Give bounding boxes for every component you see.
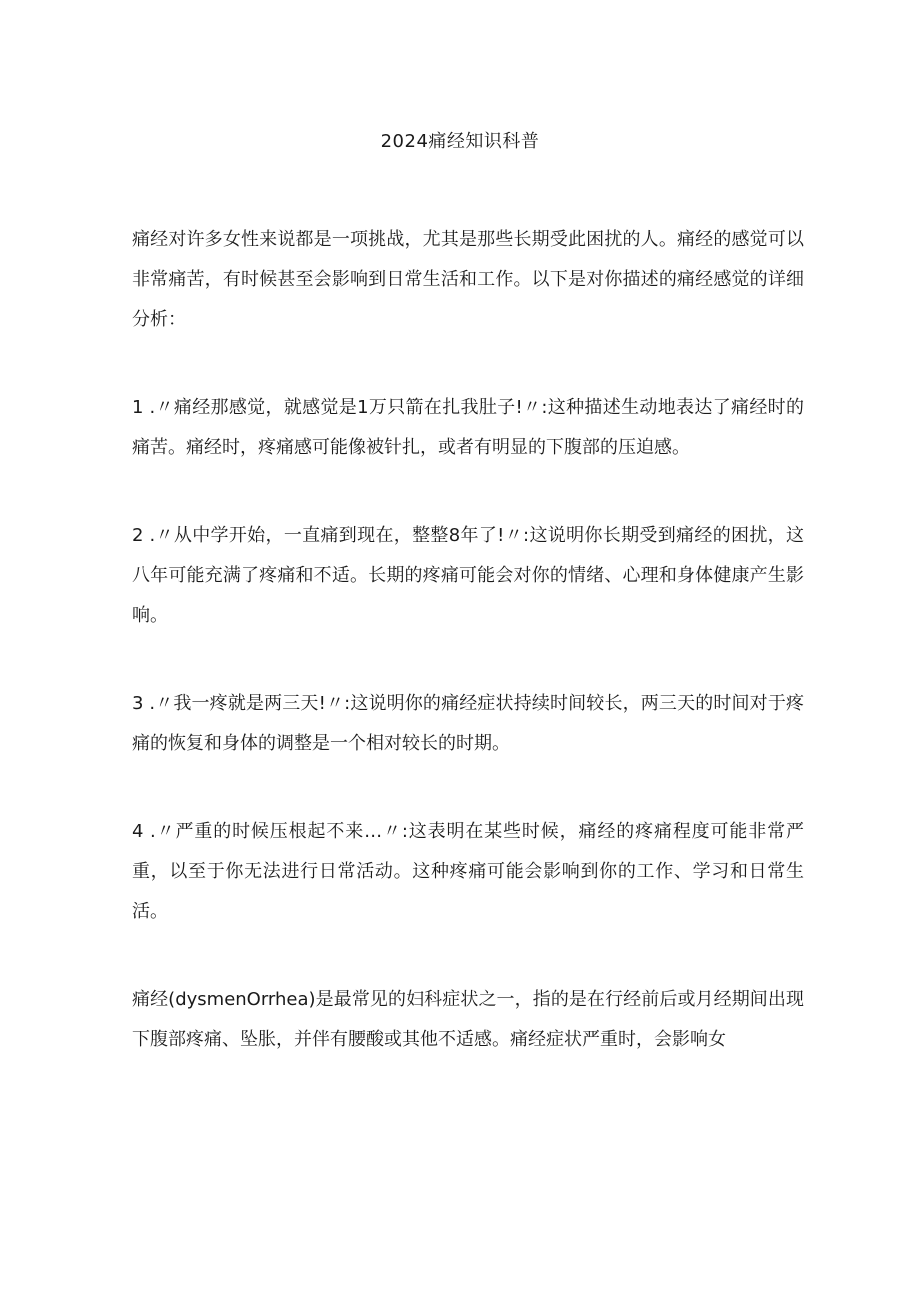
point-2-paragraph: 2 .〃从中学开始，一直痛到现在，整整8年了!〃:这说明你长期受到痛经的困扰，这八年可能充满了疼痛和不适。长期的疼痛可能会对你的情绪、心理和身体健康产生影响。 xyxy=(132,525,804,626)
point-1-paragraph: 1 .〃痛经那感觉，就感觉是1万只箭在扎我肚子!〃:这种描述生动地表达了痛经时的痛苦。痛经时，疼痛感可能像被针扎，或者有明显的下腹部的压迫感。 xyxy=(132,397,804,458)
document-body xyxy=(132,220,804,1060)
intro-paragraph: 痛经对许多女性来说都是一项挑战，尤其是那些长期受此困扰的人。痛经的感觉可以非常痛苦，有时候甚至会影响到日常生活和工作。以下是对你描述的痛经感觉的详细分析： xyxy=(132,229,804,330)
point-4-paragraph: 4 .〃严重的时候压根起不来…〃:这表明在某些时候，痛经的疼痛程度可能非常严重，以至于你无法进行日常活动。这种疼痛可能会影响到你的工作、学习和日常生活。 xyxy=(132,821,804,922)
document-title: 2024痛经知识科普 xyxy=(380,131,540,152)
definition-paragraph: 痛经(dysmenOrrhea)是最常见的妇科症状之一，指的是在行经前后或月经期间出现下腹部疼痛、坠胀，并伴有腰酸或其他不适感。痛经症状严重时，会影响女 xyxy=(132,989,804,1050)
point-3-paragraph: 3 .〃我一疼就是两三天!〃:这说明你的痛经症状持续时间较长，两三天的时间对于疼痛的恢复和身体的调整是一个相对较长的时期。 xyxy=(132,693,804,754)
